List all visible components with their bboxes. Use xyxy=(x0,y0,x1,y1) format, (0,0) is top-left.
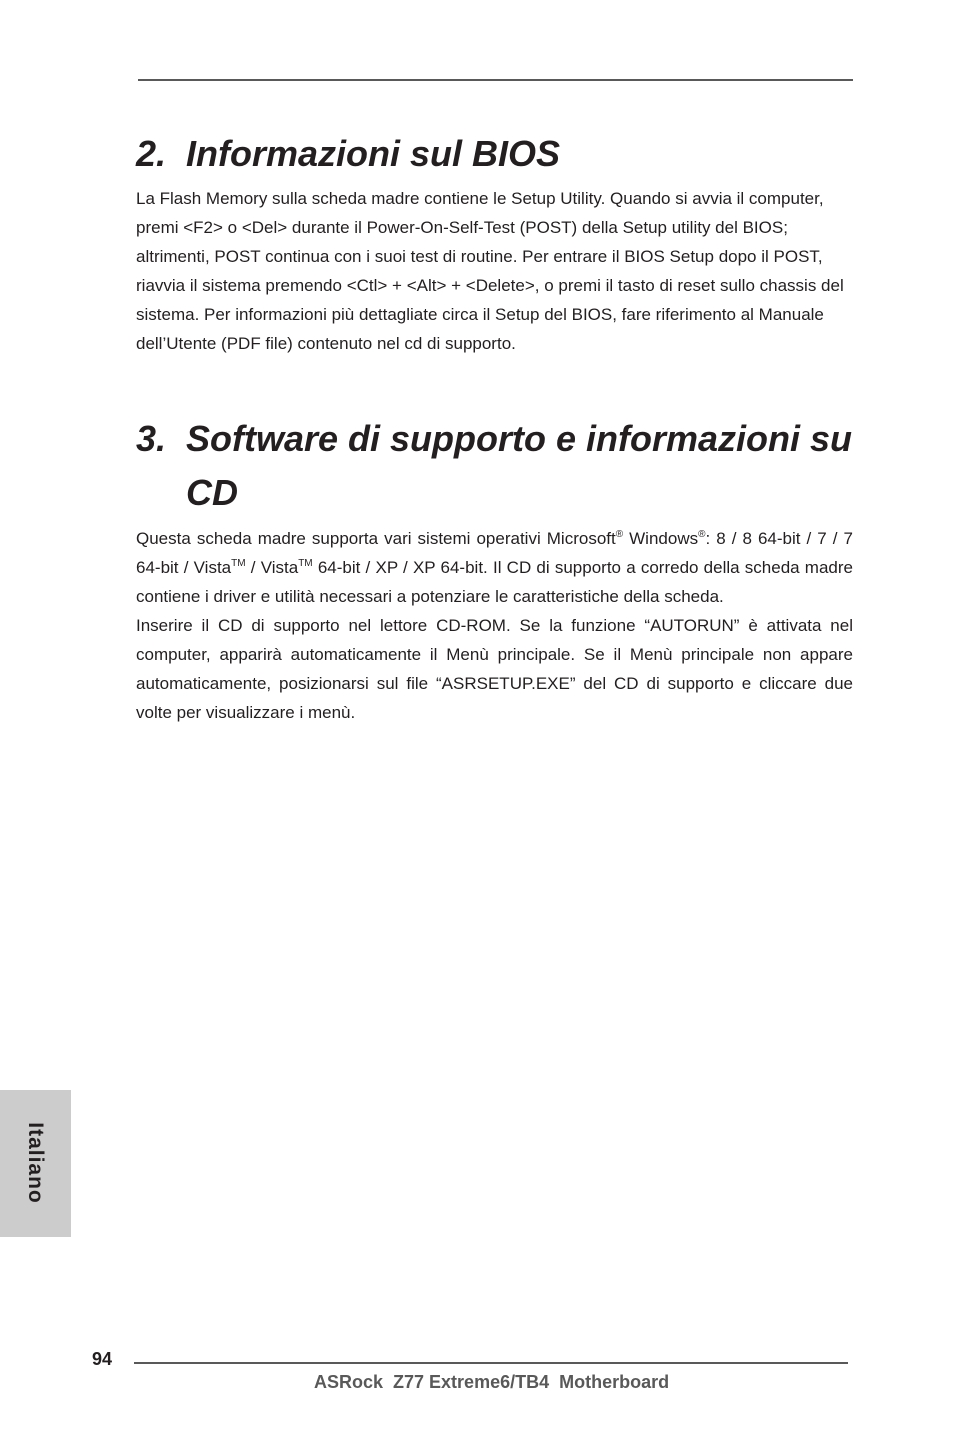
text-run: Questa scheda madre supporta vari sistemi operativi Microsoft xyxy=(136,529,616,548)
top-rule xyxy=(138,79,853,81)
footer-rule xyxy=(134,1362,848,1364)
page-number: 94 xyxy=(92,1349,113,1369)
text-run: Windows xyxy=(623,529,699,548)
os-support-paragraph xyxy=(136,524,853,611)
text-run: : 8 / 8 64-bit / 7 / 7 64-bit / Vista xyxy=(136,529,853,577)
trademark-mark: TM xyxy=(298,558,313,569)
registered-mark: ® xyxy=(698,529,706,540)
section-number: 2. xyxy=(136,133,167,174)
registered-mark: ® xyxy=(615,529,624,540)
section-bios-info xyxy=(136,127,853,358)
section-number: 3. xyxy=(136,418,167,459)
section-title: Informazioni sul BIOS xyxy=(186,133,561,174)
bios-paragraph: La Flash Memory sulla scheda madre contiene le Setup Utility. Quando si avvia il computer, premi <F2> o <Del> durante il Power-On-Self-Test (POST) della Setup utility del BIOS; altrimenti, POST continua con i suoi test di routine. Per entrare il BIOS Setup dopo il POST, riavvia il sistema premendo <Ctl> + <Alt> + <Delete>, o premi il tasto di reset sullo chassis del sistema. Per informazioni più dettagliate circa il Setup del BIOS, fare riferimento al Manuale dell’Utente (PDF file) contenuto nel cd di supporto. xyxy=(136,189,844,353)
footer-title: ASRock Z77 Extreme6/TB4 Motherboard xyxy=(314,1372,670,1392)
section-title: Software di supporto e informazioni su CD xyxy=(186,418,853,513)
autorun-paragraph: Inserire il CD di supporto nel lettore CD-ROM. Se la funzione “AUTORUN” è attivata nel computer, apparirà automaticamente il Menù principale. Se il Menù principale non appare automaticamente, posizionarsi sul file “ASRSETUP.EXE” del CD di supporto e cliccare due volte per visualizzare i menù. xyxy=(136,616,853,722)
language-tab-label: Italiano xyxy=(24,1122,47,1204)
section-heading xyxy=(136,412,853,520)
language-tab xyxy=(0,1090,71,1237)
text-run: 64-bit / XP / XP 64-bit. Il CD di supporto a corredo della scheda madre contiene i driver e utilità necessari a potenziare le caratteristiche della scheda. xyxy=(136,558,853,606)
trademark-mark: TM xyxy=(231,558,246,569)
text-run: / Vista xyxy=(245,558,299,577)
section-support-cd xyxy=(136,412,853,727)
section-heading xyxy=(136,127,853,181)
